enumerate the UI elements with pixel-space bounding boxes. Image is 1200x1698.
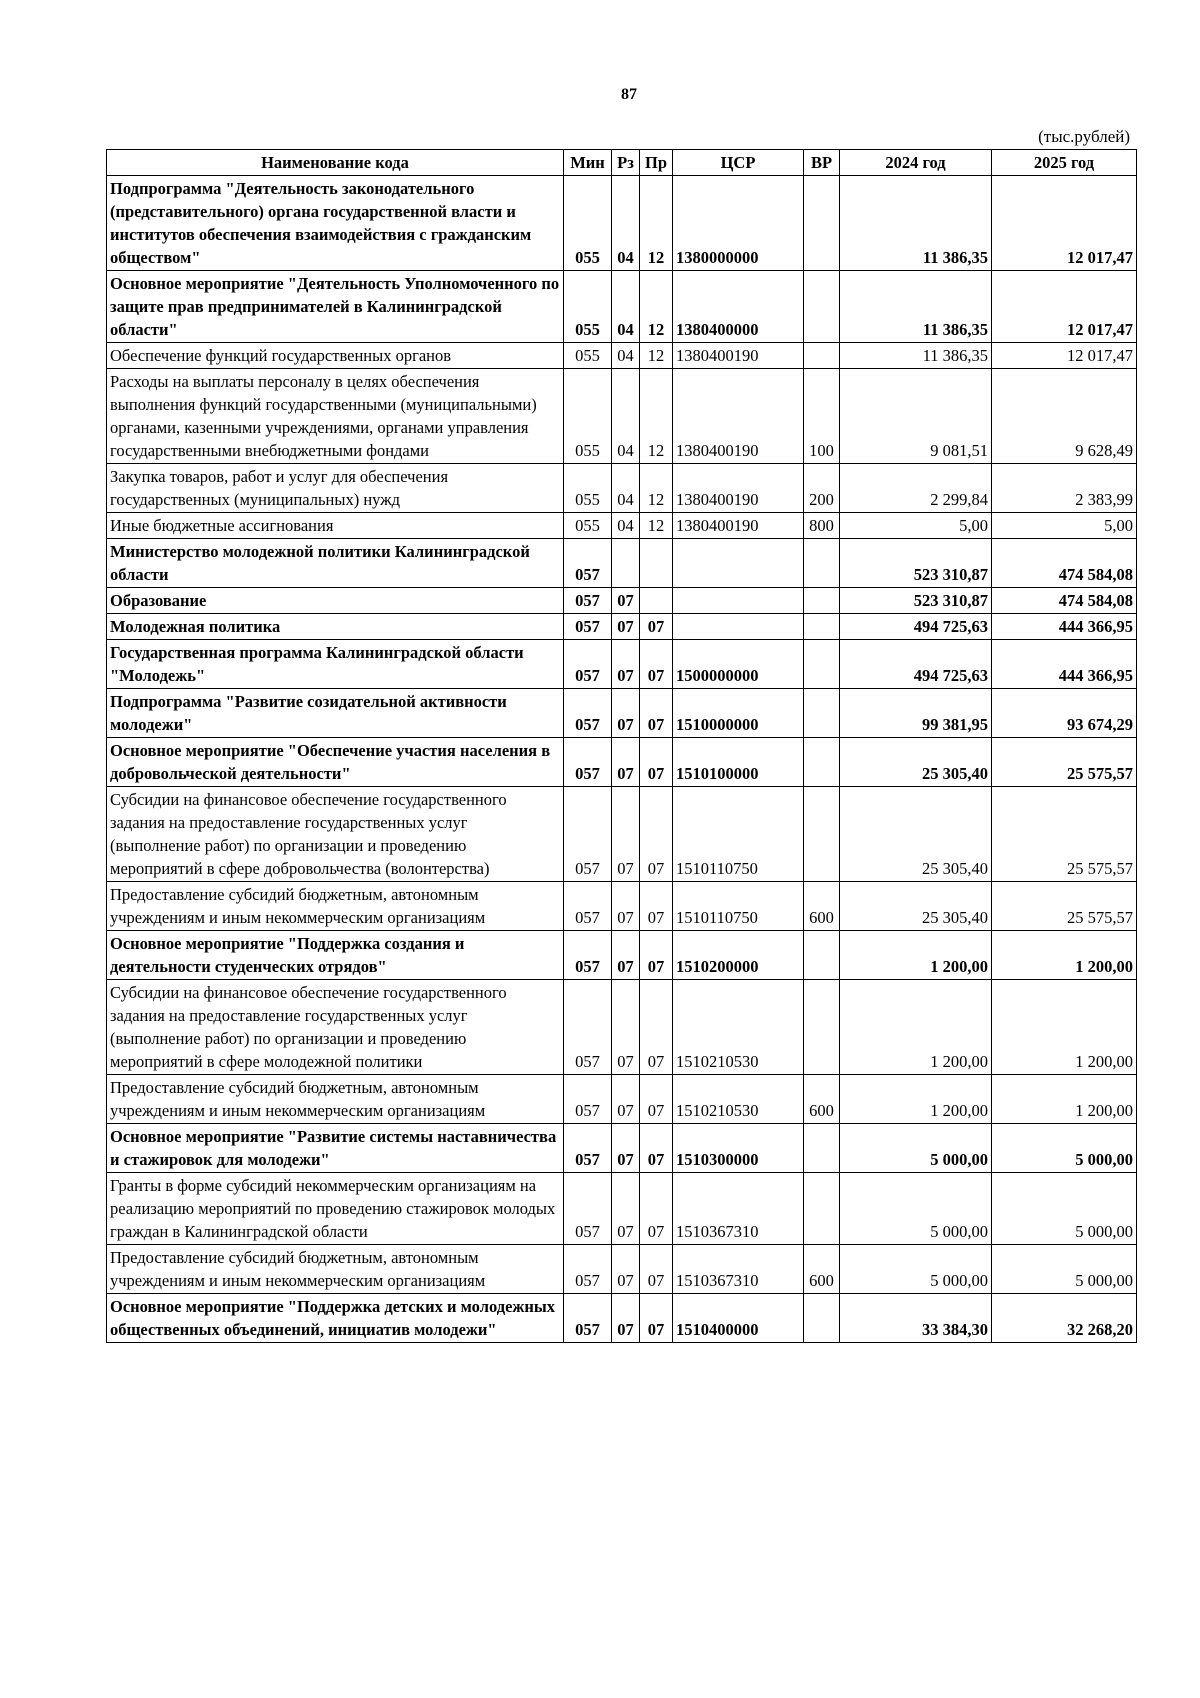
cell-y2024: 1 200,00: [840, 931, 992, 980]
table-row: [107, 588, 1137, 614]
table-row: [107, 176, 1137, 271]
cell-pr: 07: [640, 689, 673, 738]
cell-min: 055: [564, 513, 612, 539]
cell-csr: [673, 588, 804, 614]
cell-vr: [804, 1173, 840, 1245]
cell-csr: 1380400190: [673, 369, 804, 464]
cell-rz: 07: [612, 931, 640, 980]
table-row: [107, 980, 1137, 1075]
cell-pr: 12: [640, 271, 673, 343]
cell-vr: [804, 614, 840, 640]
cell-y2025: 444 366,95: [992, 614, 1137, 640]
cell-y2024: 11 386,35: [840, 271, 992, 343]
cell-vr: [804, 539, 840, 588]
cell-pr: 12: [640, 464, 673, 513]
cell-csr: 1510400000: [673, 1294, 804, 1343]
cell-pr: 07: [640, 882, 673, 931]
cell-min: 057: [564, 787, 612, 882]
cell-csr: 1510200000: [673, 931, 804, 980]
cell-pr: 12: [640, 369, 673, 464]
table-row: [107, 931, 1137, 980]
cell-y2025: 25 575,57: [992, 738, 1137, 787]
cell-name: Основное мероприятие "Поддержка создания и деятельности студенческих отрядов": [107, 931, 564, 980]
table-row: [107, 689, 1137, 738]
cell-y2024: 33 384,30: [840, 1294, 992, 1343]
cell-vr: [804, 787, 840, 882]
cell-name: Образование: [107, 588, 564, 614]
cell-csr: 1500000000: [673, 640, 804, 689]
cell-csr: 1510110750: [673, 787, 804, 882]
cell-vr: [804, 588, 840, 614]
cell-y2025: 25 575,57: [992, 787, 1137, 882]
table-row: [107, 539, 1137, 588]
cell-min: 055: [564, 271, 612, 343]
cell-name: Субсидии на финансовое обеспечение государственного задания на предоставление государственных услуг (выполнение работ) по организации и проведению мероприятий в сфере молодежной политики: [107, 980, 564, 1075]
cell-y2025: 5,00: [992, 513, 1137, 539]
cell-pr: 12: [640, 513, 673, 539]
cell-min: 057: [564, 980, 612, 1075]
table-row: [107, 640, 1137, 689]
cell-name: Основное мероприятие "Обеспечение участия населения в добровольческой деятельности": [107, 738, 564, 787]
cell-y2024: 5 000,00: [840, 1245, 992, 1294]
cell-min: 057: [564, 689, 612, 738]
cell-name: Гранты в форме субсидий некоммерческим организациям на реализацию мероприятий по проведению стажировок молодых граждан в Калининградской области: [107, 1173, 564, 1245]
cell-y2025: 444 366,95: [992, 640, 1137, 689]
cell-name: Молодежная политика: [107, 614, 564, 640]
cell-y2025: 5 000,00: [992, 1245, 1137, 1294]
cell-name: Субсидии на финансовое обеспечение государственного задания на предоставление государственных услуг (выполнение работ) по организации и проведению мероприятий в сфере добровольчества (волонтерства): [107, 787, 564, 882]
cell-vr: [804, 1294, 840, 1343]
cell-name: Подпрограмма "Деятельность законодательного (представительного) органа государственной власти и институтов обеспечения взаимодействия с гражданским обществом": [107, 176, 564, 271]
cell-name: Расходы на выплаты персоналу в целях обеспечения выполнения функций государственными (муниципальными) органами, казенными учреждениями, органами управления государственными внебюджетными фондами: [107, 369, 564, 464]
cell-min: 057: [564, 640, 612, 689]
units-label: (тыс.рублей): [1038, 127, 1130, 146]
cell-rz: 07: [612, 738, 640, 787]
header-name: Наименование кода: [107, 150, 564, 176]
cell-y2024: 25 305,40: [840, 882, 992, 931]
cell-min: 057: [564, 539, 612, 588]
cell-y2024: 494 725,63: [840, 614, 992, 640]
cell-vr: [804, 738, 840, 787]
cell-csr: [673, 539, 804, 588]
cell-rz: 07: [612, 882, 640, 931]
cell-rz: 07: [612, 1124, 640, 1173]
cell-pr: 07: [640, 614, 673, 640]
table-row: [107, 513, 1137, 539]
cell-y2024: 523 310,87: [840, 588, 992, 614]
table-row: [107, 464, 1137, 513]
cell-min: 057: [564, 588, 612, 614]
table-row: [107, 1124, 1137, 1173]
header-min: Мин: [564, 150, 612, 176]
cell-min: 057: [564, 1294, 612, 1343]
cell-vr: [804, 689, 840, 738]
cell-y2025: 25 575,57: [992, 882, 1137, 931]
cell-name: Закупка товаров, работ и услуг для обеспечения государственных (муниципальных) нужд: [107, 464, 564, 513]
cell-name: Иные бюджетные ассигнования: [107, 513, 564, 539]
cell-csr: 1380400190: [673, 513, 804, 539]
cell-rz: [612, 539, 640, 588]
table-row: [107, 343, 1137, 369]
cell-y2024: 5 000,00: [840, 1173, 992, 1245]
cell-csr: 1510367310: [673, 1245, 804, 1294]
cell-pr: 07: [640, 1124, 673, 1173]
cell-y2025: 1 200,00: [992, 931, 1137, 980]
table-row: [107, 1245, 1137, 1294]
budget-table: [106, 149, 1137, 1343]
table-row: [107, 1294, 1137, 1343]
table-row: [107, 614, 1137, 640]
cell-name: Предоставление субсидий бюджетным, автономным учреждениям и иным некоммерческим организациям: [107, 1075, 564, 1124]
cell-y2025: 1 200,00: [992, 1075, 1137, 1124]
cell-csr: 1380000000: [673, 176, 804, 271]
cell-min: 057: [564, 614, 612, 640]
header-pr: Пр: [640, 150, 673, 176]
cell-pr: 07: [640, 931, 673, 980]
cell-y2024: 99 381,95: [840, 689, 992, 738]
cell-rz: 07: [612, 787, 640, 882]
cell-y2024: 9 081,51: [840, 369, 992, 464]
cell-name: Предоставление субсидий бюджетным, автономным учреждениям и иным некоммерческим организациям: [107, 1245, 564, 1294]
cell-rz: 07: [612, 1294, 640, 1343]
cell-rz: 04: [612, 513, 640, 539]
header-rz: Рз: [612, 150, 640, 176]
cell-rz: 07: [612, 588, 640, 614]
cell-y2024: 25 305,40: [840, 787, 992, 882]
cell-y2025: 474 584,08: [992, 539, 1137, 588]
cell-csr: 1380400000: [673, 271, 804, 343]
cell-pr: [640, 588, 673, 614]
header-2025: 2025 год: [992, 150, 1137, 176]
cell-y2024: 2 299,84: [840, 464, 992, 513]
table-row: [107, 882, 1137, 931]
cell-rz: 04: [612, 176, 640, 271]
cell-pr: 12: [640, 343, 673, 369]
cell-name: Предоставление субсидий бюджетным, автономным учреждениям и иным некоммерческим организациям: [107, 882, 564, 931]
cell-rz: 04: [612, 369, 640, 464]
cell-y2025: 32 268,20: [992, 1294, 1137, 1343]
cell-y2024: 5 000,00: [840, 1124, 992, 1173]
cell-vr: 200: [804, 464, 840, 513]
cell-csr: 1510110750: [673, 882, 804, 931]
cell-pr: 07: [640, 738, 673, 787]
cell-csr: 1380400190: [673, 464, 804, 513]
cell-pr: 07: [640, 787, 673, 882]
cell-min: 055: [564, 343, 612, 369]
cell-y2024: 494 725,63: [840, 640, 992, 689]
cell-name: Основное мероприятие "Поддержка детских и молодежных общественных объединений, инициатив молодежи": [107, 1294, 564, 1343]
header-2024: 2024 год: [840, 150, 992, 176]
cell-rz: 07: [612, 1173, 640, 1245]
cell-name: Основное мероприятие "Развитие системы наставничества и стажировок для молодежи": [107, 1124, 564, 1173]
cell-csr: 1510300000: [673, 1124, 804, 1173]
cell-pr: 07: [640, 1294, 673, 1343]
cell-rz: 07: [612, 1075, 640, 1124]
cell-csr: 1510000000: [673, 689, 804, 738]
cell-pr: 07: [640, 1245, 673, 1294]
cell-min: 057: [564, 1075, 612, 1124]
cell-rz: 07: [612, 980, 640, 1075]
cell-pr: 07: [640, 640, 673, 689]
cell-csr: [673, 614, 804, 640]
page-number: 87: [621, 86, 637, 103]
cell-vr: 600: [804, 1245, 840, 1294]
cell-y2025: 12 017,47: [992, 271, 1137, 343]
cell-y2025: 93 674,29: [992, 689, 1137, 738]
cell-vr: 600: [804, 1075, 840, 1124]
cell-rz: 04: [612, 271, 640, 343]
cell-min: 055: [564, 369, 612, 464]
cell-vr: [804, 931, 840, 980]
cell-rz: 07: [612, 640, 640, 689]
cell-vr: 600: [804, 882, 840, 931]
cell-pr: 07: [640, 1075, 673, 1124]
cell-vr: [804, 176, 840, 271]
cell-csr: 1510210530: [673, 1075, 804, 1124]
cell-y2025: 5 000,00: [992, 1173, 1137, 1245]
cell-vr: [804, 1124, 840, 1173]
cell-name: Государственная программа Калининградской области "Молодежь": [107, 640, 564, 689]
cell-y2024: 11 386,35: [840, 343, 992, 369]
header-csr: ЦСР: [673, 150, 804, 176]
cell-vr: [804, 271, 840, 343]
cell-csr: 1510367310: [673, 1173, 804, 1245]
cell-y2025: 12 017,47: [992, 343, 1137, 369]
cell-y2024: 25 305,40: [840, 738, 992, 787]
cell-y2025: 2 383,99: [992, 464, 1137, 513]
cell-pr: 07: [640, 1173, 673, 1245]
table-row: [107, 271, 1137, 343]
cell-vr: 800: [804, 513, 840, 539]
cell-name: Основное мероприятие "Деятельность Уполномоченного по защите прав предпринимателей в Калининградской области": [107, 271, 564, 343]
table-row: [107, 1075, 1137, 1124]
cell-csr: 1510210530: [673, 980, 804, 1075]
cell-min: 055: [564, 464, 612, 513]
cell-min: 057: [564, 738, 612, 787]
cell-rz: 07: [612, 1245, 640, 1294]
cell-min: 057: [564, 1173, 612, 1245]
cell-min: 057: [564, 1245, 612, 1294]
cell-y2025: 9 628,49: [992, 369, 1137, 464]
cell-y2025: 474 584,08: [992, 588, 1137, 614]
cell-min: 057: [564, 1124, 612, 1173]
cell-rz: 04: [612, 464, 640, 513]
cell-y2024: 1 200,00: [840, 1075, 992, 1124]
cell-y2024: 5,00: [840, 513, 992, 539]
cell-rz: 04: [612, 343, 640, 369]
cell-vr: [804, 640, 840, 689]
table-row: [107, 369, 1137, 464]
cell-y2025: 12 017,47: [992, 176, 1137, 271]
cell-csr: 1380400190: [673, 343, 804, 369]
cell-name: Подпрограмма "Развитие созидательной активности молодежи": [107, 689, 564, 738]
cell-y2024: 523 310,87: [840, 539, 992, 588]
table-row: [107, 787, 1137, 882]
table-row: [107, 1173, 1137, 1245]
cell-y2024: 1 200,00: [840, 980, 992, 1075]
cell-name: Министерство молодежной политики Калининградской области: [107, 539, 564, 588]
table-row: [107, 738, 1137, 787]
cell-min: 057: [564, 882, 612, 931]
cell-name: Обеспечение функций государственных органов: [107, 343, 564, 369]
cell-pr: [640, 539, 673, 588]
table-header-row: [107, 150, 1137, 176]
cell-min: 057: [564, 931, 612, 980]
cell-pr: 07: [640, 980, 673, 1075]
cell-csr: 1510100000: [673, 738, 804, 787]
cell-vr: [804, 980, 840, 1075]
cell-vr: 100: [804, 369, 840, 464]
table-body: [107, 176, 1137, 1343]
cell-rz: 07: [612, 614, 640, 640]
cell-y2025: 1 200,00: [992, 980, 1137, 1075]
cell-vr: [804, 343, 840, 369]
cell-rz: 07: [612, 689, 640, 738]
cell-y2025: 5 000,00: [992, 1124, 1137, 1173]
cell-min: 055: [564, 176, 612, 271]
header-vr: ВР: [804, 150, 840, 176]
cell-pr: 12: [640, 176, 673, 271]
cell-y2024: 11 386,35: [840, 176, 992, 271]
